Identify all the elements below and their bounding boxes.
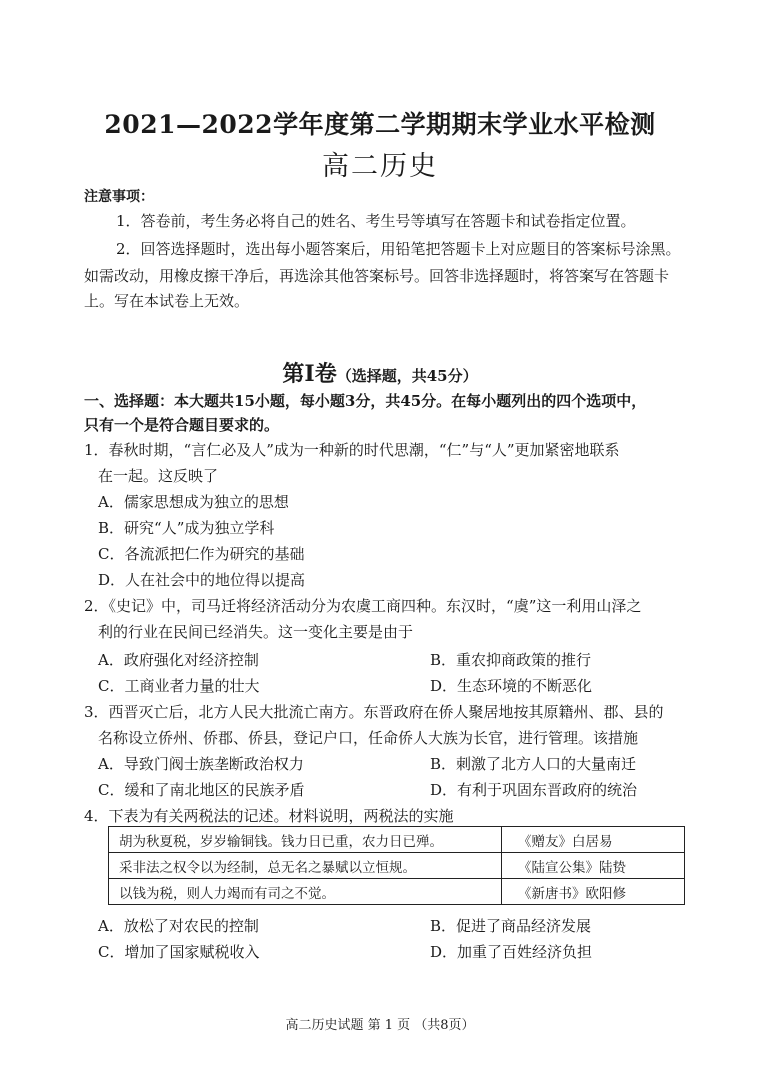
exam-subject: 高二历史 <box>322 151 438 182</box>
question-4-option-c: C．增加了国家赋税收入 <box>98 943 260 961</box>
question-4-stem: 4．下表为有关两税法的记述。材料说明，两税法的实施 <box>84 807 454 825</box>
question-1-option-c: C．各流派把仁作为研究的基础 <box>98 545 305 563</box>
page-footer: 高二历史试题 第 1 页 （共8页） <box>285 1018 475 1033</box>
table-cell-quote: 采非法之权令以为经制，总无名之暴赋以立恒规。 <box>109 853 502 879</box>
question-3-stem-line-2: 名称设立侨州、侨郡、侨县，登记户口，任命侨人大族为长官，进行管理。该措施 <box>98 729 639 747</box>
notice-item-2-line-3: 上。写在本试卷上无效。 <box>84 292 250 310</box>
table-cell-source: 《赠友》白居易 <box>502 827 685 853</box>
question-3-stem-line-1: 3．西晋灭亡后，北方人民大批流亡南方。东晋政府在侨人聚居地按其原籍州、郡、县的 <box>84 703 664 721</box>
section-heading <box>0 357 760 388</box>
table-cell-source: 《陆宣公集》陆贽 <box>502 853 685 879</box>
table-cell-quote: 胡为秋夏税，岁岁输铜钱。钱力日已重，农力日已殚。 <box>109 827 502 853</box>
question-3-option-a: A．导致门阀士族垄断政治权力 <box>98 755 304 773</box>
table-cell-quote: 以钱为税，则人力竭而有司之不觉。 <box>109 879 502 905</box>
question-2-option-b: B．重农抑商政策的推行 <box>430 651 592 669</box>
table-row <box>109 879 685 905</box>
question-2-stem-line-1: 2．《史记》中，司马迁将经济活动分为农虞工商四种。东汉时，“虞”这一利用山泽之 <box>84 597 642 615</box>
table-row <box>109 853 685 879</box>
table-row <box>109 827 685 853</box>
question-2-option-c: C．工商业者力量的壮大 <box>98 677 260 695</box>
question-2-option-d: D．生态环境的不断恶化 <box>430 677 593 695</box>
section-instruction-line-1: 一、选择题：本大题共15小题，每小题3分，共45分。在每小题列出的四个选项中， <box>84 392 647 410</box>
question-3-option-c: C．缓和了南北地区的民族矛盾 <box>98 781 305 799</box>
table-cell-source: 《新唐书》欧阳修 <box>502 879 685 905</box>
question-4-option-b: B．促进了商品经济发展 <box>430 917 592 935</box>
notice-item-2-line-1: 2．回答选择题时，选出每小题答案后，用铅笔把答题卡上对应题目的答案标号涂黑。 <box>116 240 681 258</box>
section-subtitle: （选择题，共45分） <box>336 367 478 385</box>
question-4-option-d: D．加重了百姓经济负担 <box>430 943 593 961</box>
question-1-stem-line-1: 1．春秋时期，“言仁必及人”成为一种新的时代思潮，“仁”与“人”更加紧密地联系 <box>84 441 620 459</box>
exam-title: 2021—2022学年度第二学期期末学业水平检测 <box>104 110 656 139</box>
question-4-option-a: A．放松了对农民的控制 <box>98 917 259 935</box>
notice-heading: 注意事项： <box>84 189 154 205</box>
question-1-option-a: A．儒家思想成为独立的思想 <box>98 493 289 511</box>
question-3-option-b: B．刺激了北方人口的大量南迁 <box>430 755 637 773</box>
section-title: 第Ⅰ卷 <box>282 361 337 387</box>
section-instruction-line-2: 只有一个是符合题目要求的。 <box>84 416 280 434</box>
notice-item-1: 1．答卷前，考生务必将自己的姓名、考生号等填写在答题卡和试卷指定位置。 <box>116 212 636 230</box>
question-2-stem-line-2: 利的行业在民间已经消失。这一变化主要是由于 <box>98 623 414 641</box>
notice-item-2-line-2: 如需改动，用橡皮擦干净后，再选涂其他答案标号。回答非选择题时，将答案写在答题卡 <box>84 267 670 285</box>
question-1-stem-line-2: 在一起。这反映了 <box>98 467 219 485</box>
question-3-option-d: D．有利于巩固东晋政府的统治 <box>430 781 638 799</box>
question-1-option-b: B．研究“人”成为独立学科 <box>98 519 275 537</box>
tax-law-source-table <box>108 826 685 905</box>
question-2-option-a: A．政府强化对经济控制 <box>98 651 259 669</box>
question-1-option-d: D．人在社会中的地位得以提高 <box>98 571 306 589</box>
